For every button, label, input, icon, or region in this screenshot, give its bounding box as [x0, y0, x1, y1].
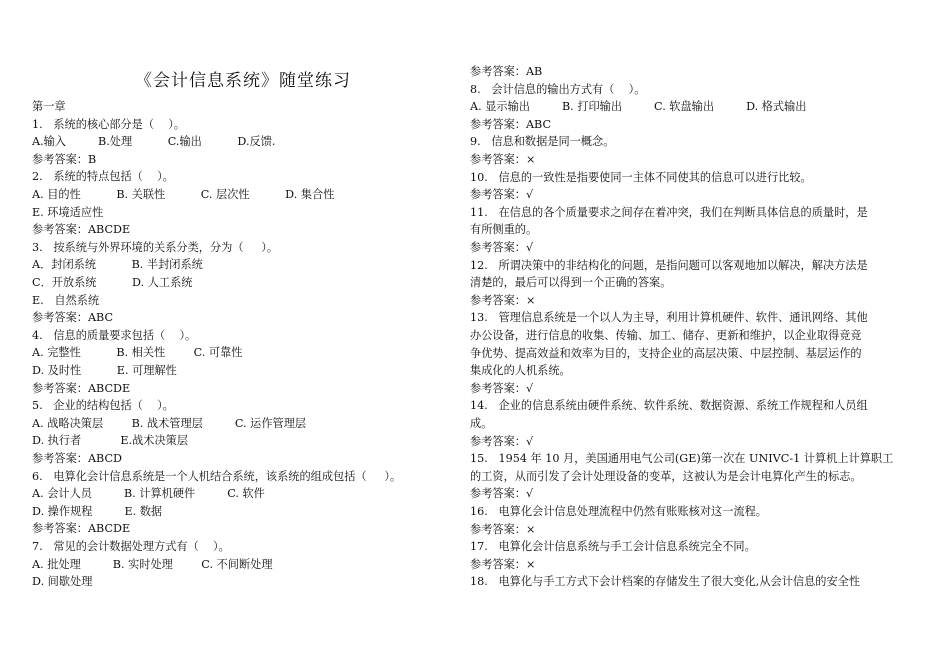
right-line: 参考答案：× [470, 153, 536, 166]
right-line: 12. 所谓决策中的非结构化的问题，是指问题可以客观地加以解决，解决方法是 [470, 258, 868, 272]
left-line: A. 批处理 B. 实时处理 C. 不间断处理 [32, 557, 273, 571]
left-line: E. 自然系统 [32, 293, 100, 307]
left-line: D. 操作规程 E. 数据 [32, 504, 163, 518]
document-title: 《会计信息系统》随堂练习 [135, 71, 351, 91]
right-line: 参考答案：√ [470, 381, 534, 395]
left-line: 参考答案：ABCDE [32, 381, 131, 395]
right-line: 参考答案：√ [470, 434, 534, 448]
right-line: 18. 电算化与手工方式下会计档案的存储发生了很大变化,从会计信息的安全性 [470, 575, 861, 589]
left-line: D. 间歇处理 [32, 575, 93, 589]
left-line: 参考答案：ABCD [32, 452, 122, 465]
left-line: D. 执行者 E.战术决策层 [32, 434, 189, 448]
right-line: 参考答案：× [470, 522, 536, 536]
left-line: 参考答案：ABCDE [32, 522, 131, 536]
left-line: 参考答案：B [32, 152, 97, 166]
left-line: A. 完整性 B. 相关性 C. 可靠性 [32, 346, 243, 360]
right-line: 参考答案：AB [470, 65, 543, 78]
left-line: 4. 信息的质量要求包括（ ）。 [32, 328, 197, 342]
left-line: 7. 常见的会计数据处理方式有（ ）。 [32, 540, 230, 553]
left-line: 2. 系统的特点包括（ ）。 [32, 170, 174, 184]
left-line: 1. 系统的核心部分是（ ）。 [32, 117, 186, 131]
left-line: A.输入 B.处理 C.输出 D.反馈. [32, 135, 276, 149]
right-line: 成。 [470, 417, 493, 430]
left-line: A. 会计人员 B. 计算机硬件 C. 软件 [32, 487, 265, 501]
right-line: 参考答案：√ [470, 487, 534, 501]
right-line: 17. 电算化会计信息系统与手工会计信息系统完全不同。 [470, 540, 756, 554]
right-line: 13. 管理信息系统是一个以人为主导，利用计算机硬件、软件、通讯网络、其他 [470, 311, 868, 325]
left-line: 第一章 [32, 100, 66, 113]
right-line: 参考答案：× [470, 557, 536, 571]
right-line: 11. 在信息的各个质量要求之间存在着冲突，我们在判断具体信息的质量时，是 [470, 205, 868, 219]
right-line: 10. 信息的一致性是指要使同一主体不同使其的信息可以进行比较。 [470, 170, 812, 184]
left-line: A. 目的性 B. 关联性 C. 层次性 D. 集合性 [32, 188, 335, 201]
left-line: C．开放系统 D. 人工系统 [32, 276, 193, 289]
right-line: 集成化的人机系统。 [470, 364, 571, 378]
left-line: 参考答案：ABCDE [32, 223, 131, 237]
left-line: A．封闭系统 B. 半封闭系统 [32, 258, 203, 272]
right-line: 办公设备，进行信息的收集、传输、加工、储存、更新和维护，以企业取得竞竞 [470, 329, 862, 342]
right-line: 14. 企业的信息系统由硬件系统、软件系统、数据资源、系统工作规程和人员组 [470, 399, 868, 413]
right-line: 8. 会计信息的输出方式有（ ）。 [470, 82, 646, 96]
right-line: 参考答案：√ [470, 188, 534, 202]
right-line: 清楚的，最后可以得到一个正确的答案。 [470, 276, 672, 290]
right-line: 的工资，从而引发了会计处理设备的变革，这被认为是会计电算化产生的标志。 [470, 469, 862, 483]
right-line: 参考答案：√ [470, 241, 534, 254]
left-line: 参考答案：ABC [32, 311, 114, 325]
left-line: 6. 电算化会计信息系统是一个人机结合系统，该系统的组成包括（ ）。 [32, 469, 402, 483]
right-line: A. 显示输出 B. 打印输出 C. 软盘输出 D. 格式输出 [470, 100, 807, 114]
right-line: 15. 1954 年 10 月，美国通用电气公司(GE)第一次在 UNIVC-1 计算机上计算职工 [470, 452, 894, 466]
right-line: 参考答案：× [470, 293, 536, 307]
right-line: 有所侧重的。 [470, 223, 538, 237]
left-line: 5. 企业的结构包括（ ）。 [32, 399, 174, 413]
left-line: D. 及时性 E. 可理解性 [32, 364, 177, 377]
left-line: E. 环境适应性 [32, 205, 104, 219]
right-line: 9. 信息和数据是同一概念。 [470, 135, 615, 149]
right-line: 16. 电算化会计信息处理流程中仍然有账账核对这一流程。 [470, 505, 767, 518]
right-line: 参考答案：ABC [470, 117, 552, 131]
left-line: 3. 按系统与外界环境的关系分类，分为（ ）。 [32, 240, 279, 254]
right-line: 争优势、提高效益和效率为目的，支持企业的高层决策、中层控制、基层运作的 [470, 346, 862, 360]
left-line: A. 战略决策层 B. 战术管理层 C. 运作管理层 [32, 416, 307, 430]
